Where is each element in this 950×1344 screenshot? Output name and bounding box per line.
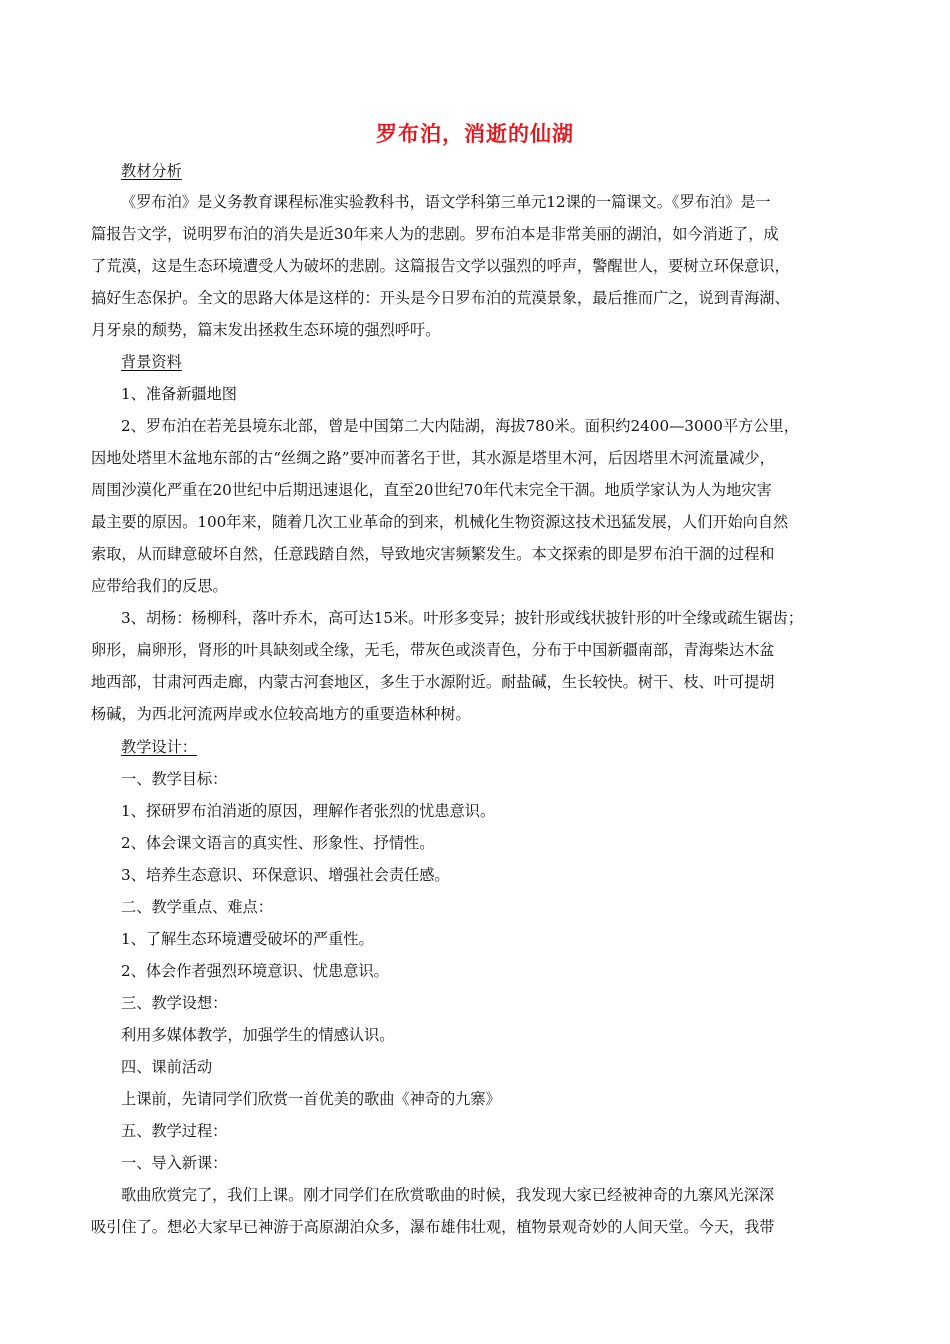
paragraph-line: 三、教学设想： xyxy=(121,994,228,1012)
paragraph-line: 2、罗布泊在若羌县境东北部，曾是中国第二大内陆湖，海拔780米。面积约2400—3000平方公里， xyxy=(121,417,799,435)
paragraph-line: 1、探研罗布泊消逝的原因，理解作者张烈的忧患意识。 xyxy=(121,802,496,820)
paragraph-line: 3、胡杨：杨柳科，落叶乔木，高可达15米。叶形多变异；披针形或线状披针形的叶全缘或疏生锯齿； xyxy=(121,609,804,627)
paragraph-line: 歌曲欣赏完了，我们上课。刚才同学们在欣赏歌曲的时候，我发现大家已经被神奇的九寨风光深深 xyxy=(121,1186,775,1204)
paragraph-line: 搞好生态保护。全文的思路大体是这样的：开头是今日罗布泊的荒漠景象，最后推而广之，说到青海湖、 xyxy=(91,289,790,307)
paragraph-line: 卵形，扁卵形，肾形的叶具缺刻或全缘，无毛，带灰色或淡青色，分布于中国新疆南部，青海柴达木盆 xyxy=(91,641,775,659)
paragraph-line: 一、导入新课： xyxy=(121,1154,228,1172)
paragraph-line: 2、体会作者强烈环境意识、忧患意识。 xyxy=(121,962,389,980)
paragraph-line: 一、教学目标： xyxy=(121,770,228,788)
section-heading-design: 教学设计： xyxy=(121,738,197,756)
paragraph-line: 1、准备新疆地图 xyxy=(121,385,237,403)
paragraph-line: 了荒漠，这是生态环境遭受人为破坏的悲剧。这篇报告文学以强烈的呼声，警醒世人，要树立环保意识， xyxy=(91,257,790,275)
paragraph-line: 四、课前活动 xyxy=(121,1058,213,1076)
section-heading-background: 背景资料 xyxy=(121,353,182,371)
paragraph-line: 3、培养生态意识、环保意识、增强社会责任感。 xyxy=(121,866,450,884)
paragraph-line: 篇报告文学，说明罗布泊的消失是近30年来人为的悲剧。罗布泊本是非常美丽的湖泊，如今消逝了，成 xyxy=(91,225,779,243)
paragraph-line: 上课前，先请同学们欣赏一首优美的歌曲《神奇的九寨》 xyxy=(121,1090,501,1108)
paragraph-line: 2、体会课文语言的真实性、形象性、抒情性。 xyxy=(121,834,435,852)
document-title: 罗布泊，消逝的仙湖 xyxy=(376,122,574,146)
paragraph-line: 最主要的原因。100年来，随着几次工业革命的到来，机械化生物资源这技术迅猛发展，人们开始向自然 xyxy=(91,513,789,531)
paragraph-line: 五、教学过程： xyxy=(121,1122,228,1140)
paragraph-line: 因地处塔里木盆地东部的古“丝绸之路”要冲而著名于世，其水源是塔里木河，后因塔里木河流量减少， xyxy=(91,449,775,467)
paragraph-line: 索取，从而肆意破坏自然，任意践踏自然，导致地灾害频繁发生。本文探索的即是罗布泊干涸的过程和 xyxy=(91,545,775,563)
paragraph-line: 杨碱，为西北河流两岸或水位较高地方的重要造林种树。 xyxy=(91,705,471,723)
paragraph-line: 月牙泉的颓势，篇末发出拯救生态环境的强烈呼吁。 xyxy=(91,321,441,339)
paragraph-line: 1、了解生态环境遭受破坏的严重性。 xyxy=(121,930,374,948)
paragraph-line: 周围沙漠化严重在20世纪中后期迅速退化，直至20世纪70年代末完全干涸。地质学家认为人为地灾害 xyxy=(91,481,772,499)
paragraph-line: 吸引住了。想必大家早已神游于高原湖泊众多，瀑布雄伟壮观，植物景观奇妙的人间天堂。今天，我带 xyxy=(91,1218,775,1236)
paragraph-line: 二、教学重点、难点： xyxy=(121,898,273,916)
paragraph-line: 利用多媒体教学，加强学生的情感认识。 xyxy=(121,1026,395,1044)
paragraph-line: 地西部，甘肃河西走廊，内蒙古河套地区，多生于水源附近。耐盐碱，生长较快。树干、枝、叶可提胡 xyxy=(91,673,775,691)
section-heading-analysis: 教材分析 xyxy=(121,162,182,180)
paragraph-line: 应带给我们的反思。 xyxy=(91,577,228,595)
paragraph-line: 《罗布泊》是义务教育课程标准实验教科书，语文学科第三单元12课的一篇课文。《罗布泊》是一 xyxy=(121,193,771,211)
